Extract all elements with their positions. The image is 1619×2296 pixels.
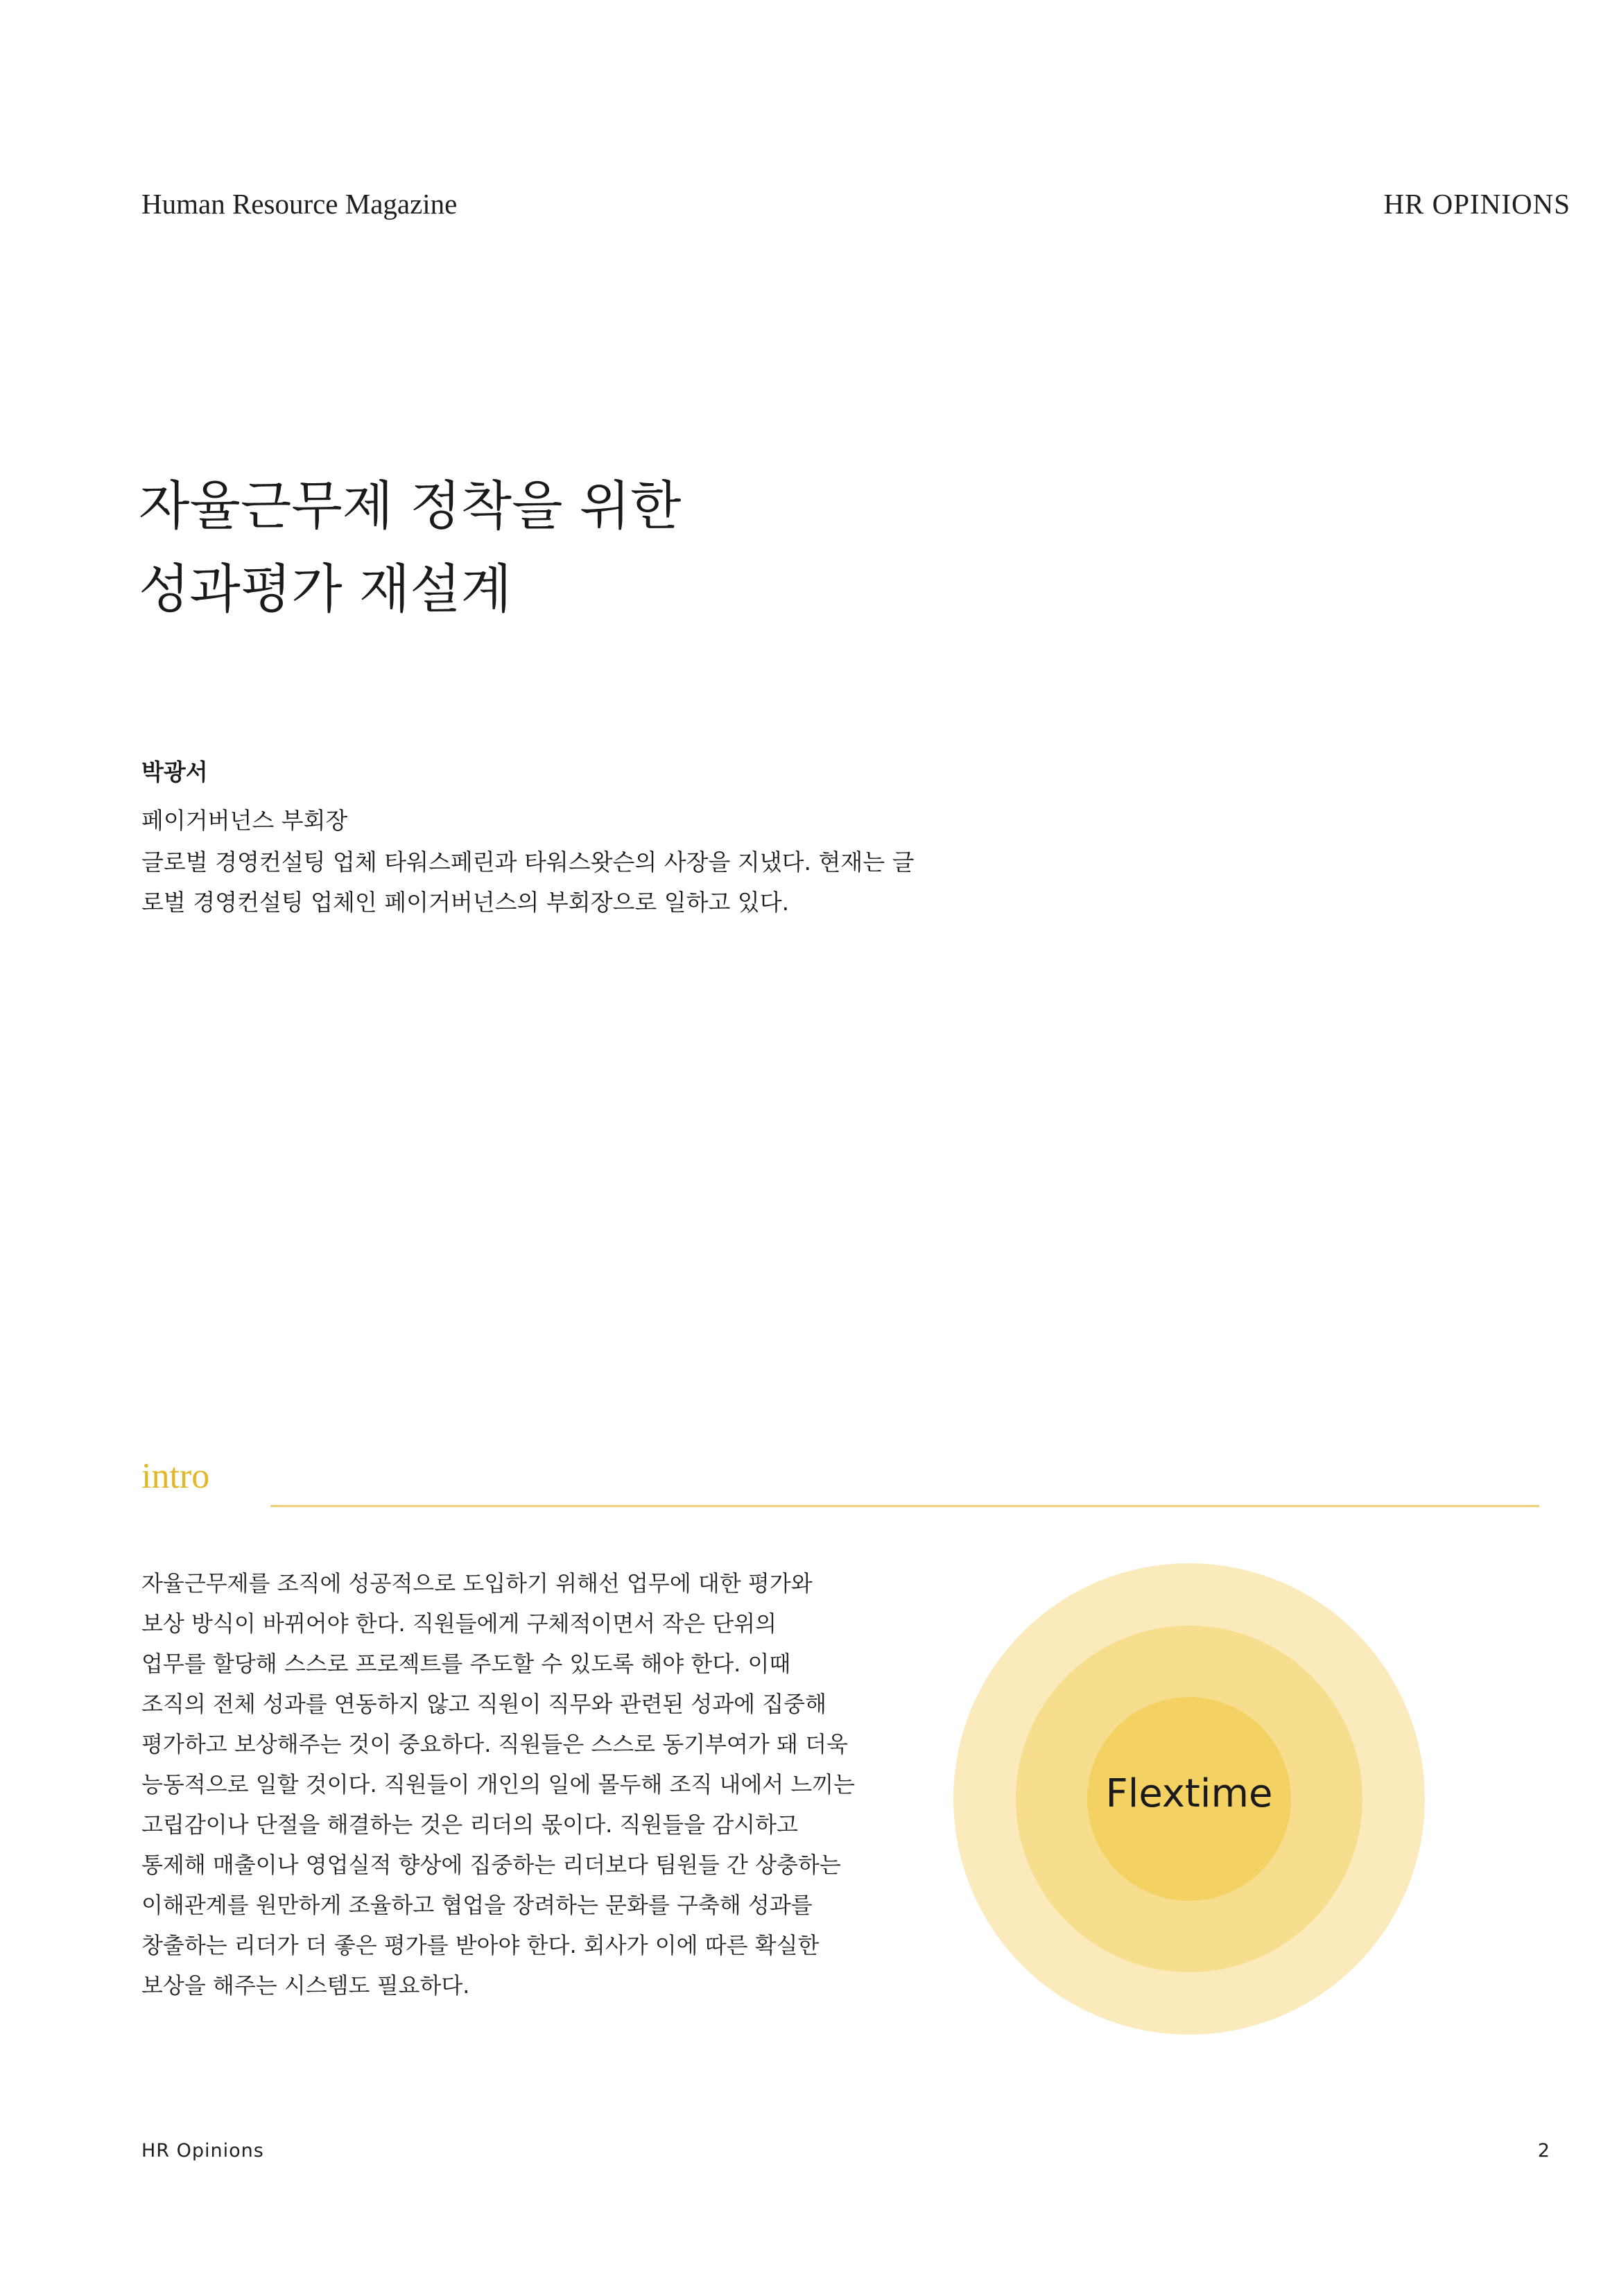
page-number: 2 bbox=[1537, 2140, 1550, 2162]
article-title bbox=[139, 464, 681, 631]
intro-line: 통제해 매출이나 영업실적 향상에 집중하는 리더보다 팀원들 간 상충하는 bbox=[141, 1852, 841, 1878]
intro-line: 업무를 할당해 스스로 프로젝트를 주도할 수 있도록 해야 한다. 이때 bbox=[141, 1651, 791, 1677]
intro-line: 보상을 해주는 시스템도 필요하다. bbox=[141, 1972, 470, 1999]
intro-line: 자율근무제를 조직에 성공적으로 도입하기 위해선 업무에 대한 평가와 bbox=[141, 1570, 813, 1597]
intro-line: 평가하고 보상해주는 것이 중요하다. 직원들은 스스로 동기부여가 돼 더욱 bbox=[141, 1731, 848, 1757]
intro-heading: intro bbox=[141, 1456, 210, 1496]
author-name: 박광서 bbox=[141, 758, 208, 785]
intro-line: 고립감이나 단절을 해결하는 것은 리더의 몫이다. 직원들을 감시하고 bbox=[141, 1811, 798, 1838]
intro-paragraph bbox=[141, 1563, 869, 2006]
intro-line: 창출하는 리더가 더 좋은 평가를 받아야 한다. 회사가 이에 따른 확실한 bbox=[141, 1932, 820, 1958]
intro-line: 조직의 전체 성과를 연동하지 않고 직원이 직무와 관련된 성과에 집중해 bbox=[141, 1691, 826, 1717]
intro-line: 보상 방식이 바뀌어야 한다. 직원들에게 구체적이면서 작은 단위의 bbox=[141, 1610, 777, 1637]
author-bio bbox=[141, 842, 973, 923]
author-role: 페이거버넌스 부회장 bbox=[141, 807, 348, 834]
author-bio-line: 글로벌 경영컨설팅 업체 타워스페린과 타워스왓슨의 사장을 지냈다. 현재는 글 bbox=[141, 849, 915, 876]
intro-line: 이해관계를 원만하게 조율하고 협업을 장려하는 문화를 구축해 성과를 bbox=[141, 1892, 813, 1918]
intro-line: 능동적으로 일할 것이다. 직원들이 개인의 일에 몰두해 조직 내에서 느끼는 bbox=[141, 1771, 856, 1798]
footer-publication: HR Opinions bbox=[141, 2140, 264, 2162]
magazine-name: Human Resource Magazine bbox=[141, 188, 458, 220]
title-line-1: 자율근무제 정착을 위한 bbox=[139, 475, 682, 537]
flextime-label: Flextime bbox=[1105, 1771, 1273, 1816]
author-bio-line: 로벌 경영컨설팅 업체인 페이거버넌스의 부회장으로 일하고 있다. bbox=[141, 889, 790, 916]
section-name: HR OPINIONS bbox=[1383, 188, 1570, 220]
intro-divider bbox=[270, 1505, 1539, 1507]
title-line-2: 성과평가 재설계 bbox=[139, 558, 512, 620]
